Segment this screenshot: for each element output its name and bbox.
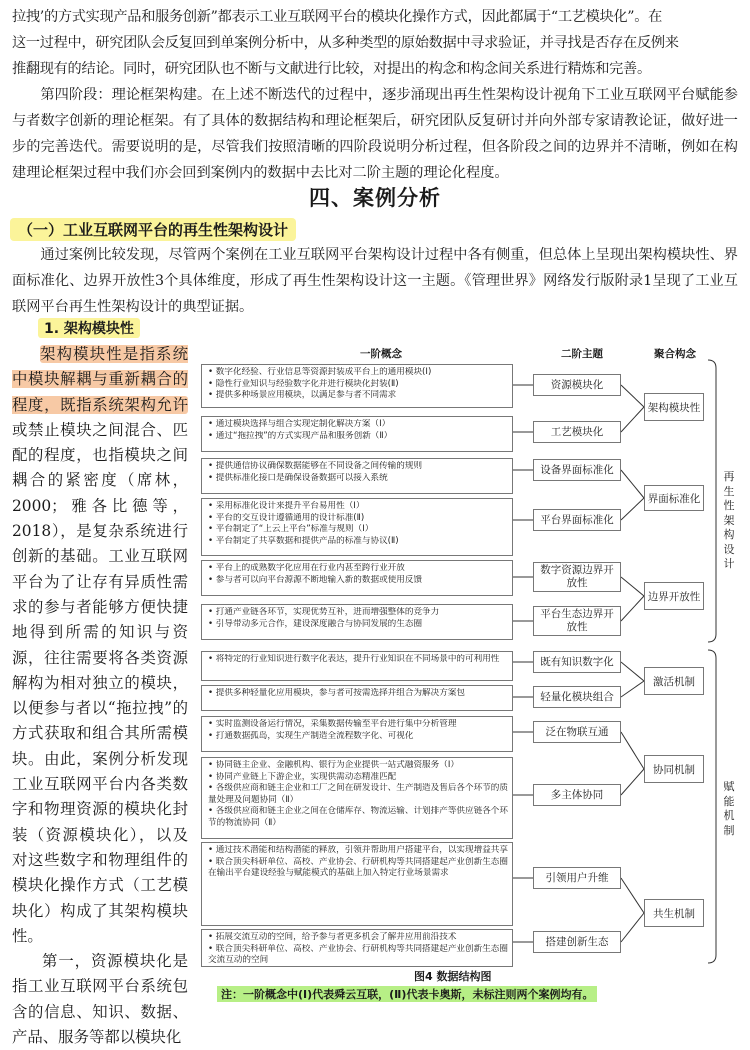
col-header-first-order: 一阶概念 — [360, 348, 402, 360]
first-order-box — [201, 416, 513, 452]
col-header-second-order: 二阶主题 — [561, 348, 603, 360]
theme-to-construct-line — [621, 681, 644, 697]
section-heading: 四、案例分析 — [309, 186, 441, 210]
second-order-theme: 资源模块化 — [533, 374, 621, 396]
first-order-concept: • 平台制定了共享数据和提供产品的标准与协议(Ⅱ) — [208, 535, 399, 546]
first-order-concept: • 各级供应商和链主企业和工厂之间在研发设计、生产制造及售后各个环节的质量处理及问题协同（Ⅱ） — [208, 783, 508, 805]
theme-to-construct-line — [621, 470, 644, 498]
intro-paragraph: 通过案例比较发现，尽管两个案例在工业互联网平台架构设计过程中各有侧重，但总体上呈现出架构模块性、界面标准化、边界开放性3个具体维度，形成了再生性架构设计这一主题。《管理世界》网络发行版附录1呈现了工业互联网平台再生性架构设计的典型证据。 — [12, 247, 738, 315]
first-order-concept: • 联合顶尖科研单位、高校、产业协会、行研机构等共同搭建起产业创新生态圈交流互动的空间 — [208, 943, 508, 965]
second-order-theme: 工艺模块化 — [533, 421, 621, 443]
first-order-concept: • 实时监测设备运行情况，采集数据传输至平台进行集中分析管理 — [208, 719, 457, 729]
col-header-aggregate: 聚合构念 — [654, 348, 696, 360]
first-order-concept: • 参与者可以向平台源源不断地输入新的数据或使用反馈 — [208, 574, 423, 585]
theme-to-construct-line — [621, 407, 644, 432]
first-order-concept: • 通过“拖拉拽”的方式实现产品和服务创新（Ⅱ） — [208, 430, 393, 441]
first-order-box — [201, 458, 513, 494]
theme-to-construct-line — [621, 596, 644, 621]
first-order-concept: • 协同产业链上下游企业，实现供需动态精准匹配 — [208, 771, 397, 782]
left-column-text-2: 第一，资源模块化是指工业互联网平台系统包含的信息、知识、数据、产品、服务等都以模块化 — [12, 952, 188, 1047]
first-order-concept: • 平台制定了“上云上平台”标准与规则（Ⅰ） — [208, 524, 374, 534]
first-order-concept: • 通过模块选择与组合实现定制化解决方案（Ⅰ） — [208, 419, 391, 429]
first-order-box — [201, 651, 513, 681]
second-order-theme: 既有知识数字化 — [533, 651, 621, 673]
theme-label-empowerment: 赋 能 机 制 — [723, 780, 735, 837]
theme-to-construct-line — [621, 732, 644, 769]
left-column-text-1: 或禁止模块之间混合、匹配的程度，也指模块之间耦合的紧密度（席林，2000；雅各比德等，2018），是复杂系统进行创新的基础。工业互联网平台为了让存有异质性需求的参与者能够方便快捷地得到所需的知识与资源，往往需要将各类资源解构为相对独立的模块，以便参与者以“拖拉拽”的方式获取和组合其所需模块。由此，案例分析发现工业互联网平台内各类数字和物理资源的模块化封装（资源模块化），以及对这些数字和物理组件的模块化操作方式（工艺模块化）构成了其架构模块性。 — [12, 420, 188, 945]
theme-to-construct-line — [621, 662, 644, 681]
first-order-box — [201, 604, 513, 640]
second-order-theme: 轻量化模块组合 — [533, 686, 621, 708]
first-order-concept: • 协同链主企业、金融机构、银行为企业提供一站式融资服务（Ⅰ） — [208, 760, 459, 770]
first-order-concept: • 平台的交互设计遵循通用的设计标准(Ⅱ) — [208, 512, 365, 523]
theme-to-construct-line — [621, 577, 644, 596]
second-order-theme: 多主体协同 — [533, 784, 621, 806]
second-order-theme: 搭建创新生态 — [533, 931, 621, 953]
first-order-concept: • 隐性行业知识与经验数字化并进行模块化封装(Ⅱ) — [208, 378, 399, 389]
second-order-theme: 平台生态边界开放性 — [533, 606, 621, 636]
aggregate-construct: 协同机制 — [644, 755, 704, 783]
theme-to-construct-line — [621, 913, 644, 942]
first-order-box — [201, 560, 513, 596]
theme-to-construct-line — [621, 878, 644, 913]
top-paragraph-line-2: 这一过程中，研究团队会反复回到单案例分析中，从多种类型的原始数据中寻求验证，并寻找是否存在反例来 — [12, 35, 679, 51]
figure-note: 注：一阶概念中(Ⅰ)代表舜云互联，(Ⅱ)代表卡奥斯，未标注则两个案例均有。 — [217, 986, 597, 1002]
second-order-theme: 平台界面标准化 — [533, 509, 621, 531]
aggregate-construct: 激活机制 — [644, 667, 704, 695]
second-order-theme: 引领用户升维 — [533, 867, 621, 889]
first-order-concept: • 联合顶尖科研单位、高校、产业协会、行研机构等共同搭建起产业创新生态圈在输出平台建设经验与赋能模式的基础上加入特定行业场景需求 — [208, 856, 508, 878]
aggregate-construct: 界面标准化 — [644, 485, 704, 511]
first-order-concept: • 拓展交流互动的空间，给予参与者更多机会了解并应用前沿技术 — [208, 932, 457, 942]
first-order-box — [201, 716, 513, 752]
subsubsection-heading: 1. 架构模块性 — [38, 318, 140, 338]
first-order-concept: • 各级供应商和链主企业之间在仓储库存、物流运输、计划排产等供应链各个环节的物流协同（Ⅱ） — [208, 806, 508, 828]
first-order-concept: • 采用标准化设计来提升平台易用性（Ⅰ） — [208, 501, 365, 511]
top-paragraph-line-3: 推翻现有的结论。同时，研究团队也不断与文献进行比较，对提出的构念和构念间关系进行精炼和完善。 — [12, 61, 651, 77]
first-order-concept: • 提供多种轻量化应用模块，参与者可按需选择并组合为解决方案包 — [208, 688, 466, 698]
first-order-concept: • 数字化经验、行业信息等资源封装成平台上的通用模块(Ⅰ) — [208, 367, 432, 377]
theme-to-construct-line — [621, 498, 644, 520]
first-order-concept: • 将特定的行业知识进行数字化表达，提升行业知识在不同场景中的可利用性 — [208, 654, 500, 664]
first-order-concept: • 打通产业链各环节，实现优势互补，进而增强整体的竞争力 — [208, 607, 440, 617]
first-order-concept: • 提供多种场景应用模块，以满足参与者不同需求 — [208, 390, 397, 400]
first-order-box — [201, 685, 513, 711]
theme-bracket-empowerment — [708, 650, 716, 963]
second-order-theme: 数字资源边界开放性 — [533, 562, 621, 592]
aggregate-construct: 架构模块性 — [644, 393, 704, 421]
theme-to-construct-line — [621, 385, 644, 407]
subsection-heading: （一）工业互联网平台的再生性架构设计 — [10, 218, 296, 241]
figure-caption: 图4 数据结构图 — [414, 970, 492, 983]
theme-bracket-regenerative — [708, 360, 716, 642]
first-order-concept: • 提供标准化接口是确保设备数据可以接入系统 — [208, 472, 388, 483]
theme-to-construct-line — [621, 769, 644, 795]
first-order-box — [201, 498, 513, 556]
first-order-box — [201, 757, 513, 839]
aggregate-construct: 边界开放性 — [644, 582, 704, 610]
first-order-concept: • 提供通信协议确保数据能够在不同设备之间传输的规则 — [208, 461, 423, 471]
second-order-theme: 设备界面标准化 — [533, 459, 621, 481]
first-order-concept: • 引导带动多元合作，建设深度融合与协同发展的生态圈 — [208, 618, 423, 629]
first-order-box — [201, 842, 513, 926]
first-order-box — [201, 929, 513, 967]
stage4-paragraph: 第四阶段：理论框架构建。在上述不断迭代的过程中，逐步涌现出再生性架构设计视角下工业互联网平台赋能参与者数字创新的理论框架。有了具体的数据结构和理论框架后，研究团队反复研讨并向外部专家请教论证，做好进一步的完善迭代。需要说明的是，尽管我们按照清晰的四阶段说明分析过程，但各阶段之间的边界并不清晰，例如在构建理论框架过程中我们亦会回到案例内的数据中去比对二阶主题的理论化程度。 — [12, 87, 738, 181]
second-order-theme: 泛在物联互通 — [533, 721, 621, 743]
aggregate-construct: 共生机制 — [644, 899, 704, 927]
first-order-concept: • 平台上的成熟数字化应用在行业内甚至跨行业开放 — [208, 563, 405, 573]
first-order-concept: • 打通数据孤岛，实现生产制造全流程数字化、可视化 — [208, 730, 414, 741]
first-order-concept: • 通过技术潜能和结构潜能的释放，引领并帮助用户搭建平台，以实现增益共享 — [208, 845, 508, 855]
highlighted-definition: 架构模块性是指系统中模块解耦与重新耦合的程度，既指系统架构允许 — [12, 345, 188, 414]
first-order-box — [201, 364, 513, 408]
top-paragraph-line-1: 拉拽’的方式实现产品和服务创新”都表示工业互联网平台的模块化操作方式，因此都属于“工艺模块化”。在 — [12, 9, 663, 25]
theme-label-regenerative: 再 生 性 架 构 设 计 — [723, 470, 735, 570]
